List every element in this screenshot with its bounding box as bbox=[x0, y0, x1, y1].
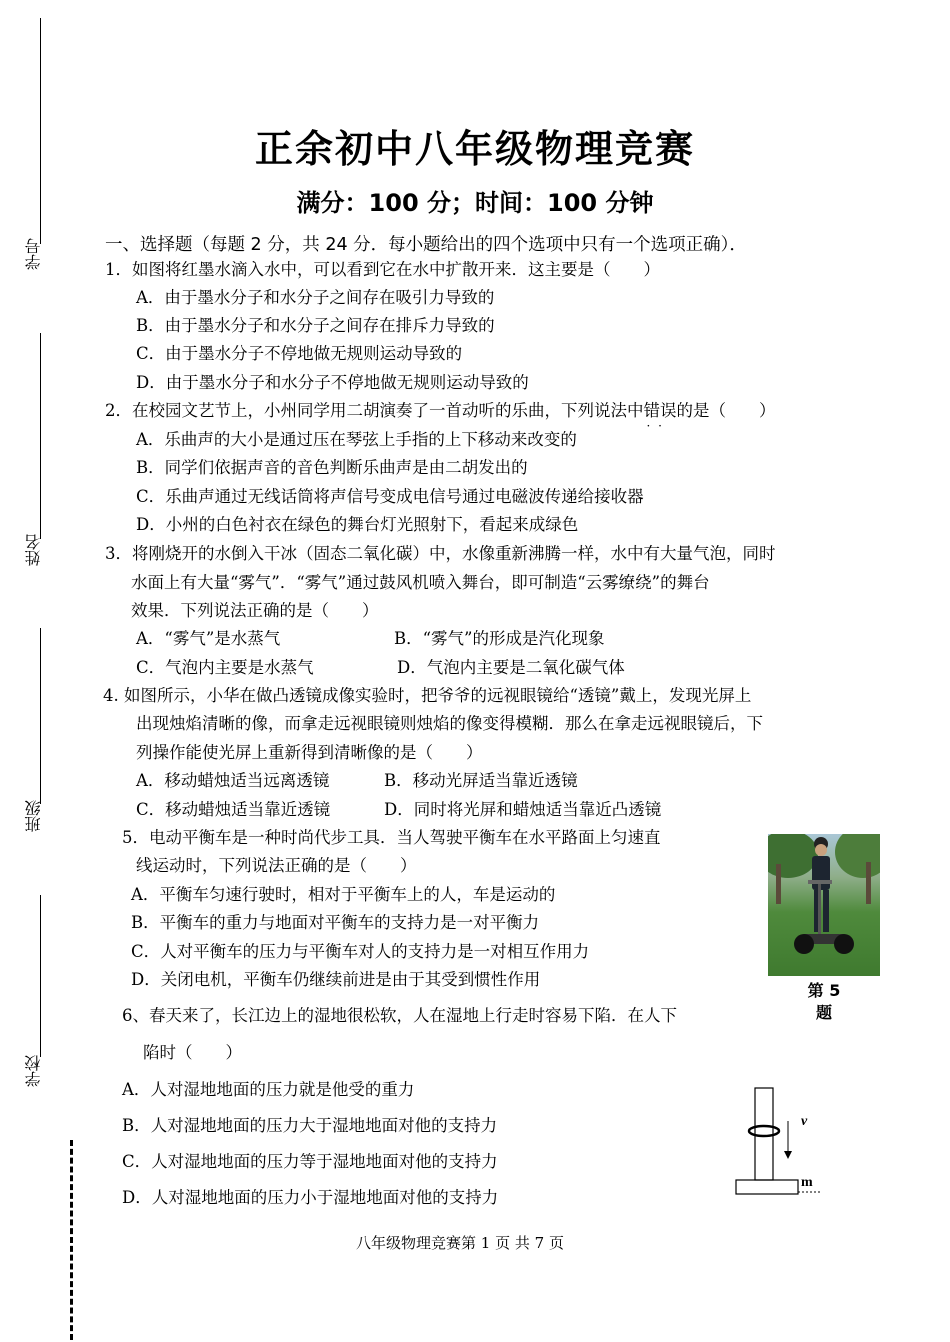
q5-option-a: A．平衡车匀速行驶时，相对于平衡车上的人，车是运动的 bbox=[131, 885, 556, 904]
q5-option-d: D．关闭电机，平衡车仍继续前进是由于其受到惯性作用 bbox=[131, 970, 541, 989]
page-footer: 八年级物理竞赛第 1 页 共 7 页 bbox=[356, 1234, 564, 1252]
q3-stem-line1: 3．将刚烧开的水倒入干冰（固态二氧化碳）中，水像重新沸腾一样，水中有大量气泡，同时 bbox=[105, 544, 776, 563]
q4-option-a: A．移动蜡烛适当远离透镜 bbox=[136, 771, 330, 790]
q5-caption-line2: 题 bbox=[815, 1003, 832, 1022]
q3-stem-line2: 水面上有大量“雾气”．“雾气”通过鼓风机喷入舞台，即可制造“云雾缭绕”的舞台 bbox=[131, 573, 710, 592]
q2-option-a: A．乐曲声的大小是通过压在琴弦上手指的上下移动来改变的 bbox=[136, 430, 577, 449]
class-label: 班级 bbox=[24, 800, 43, 832]
q6-stem-line2: 陷时（ ） bbox=[143, 1043, 242, 1062]
q6-option-b: B．人对湿地地面的压力大于湿地地面对他的支持力 bbox=[122, 1116, 498, 1135]
q2-option-b: B．同学们依据声音的音色判断乐曲声是由二胡发出的 bbox=[136, 458, 528, 477]
q3-stem-line3: 效果．下列说法正确的是（ ） bbox=[131, 601, 379, 620]
q1-option-c: C．由于墨水分子不停地做无规则运动导致的 bbox=[136, 344, 463, 363]
q4-option-b: B．移动光屏适当靠近透镜 bbox=[384, 771, 578, 790]
q3-option-b: B．“雾气”的形成是汽化现象 bbox=[394, 629, 605, 648]
q1-option-a: A．由于墨水分子和水分子之间存在吸引力导致的 bbox=[136, 288, 495, 307]
q4-stem-line3: 列操作能使光屏上重新得到清晰像的是（ ） bbox=[136, 743, 483, 762]
q2-option-d: D．小州的白色衬衣在绿色的舞台灯光照射下，看起来成绿色 bbox=[136, 515, 579, 534]
binding-line-4 bbox=[40, 895, 41, 1057]
q1-option-b: B．由于墨水分子和水分子之间存在排斥力导致的 bbox=[136, 316, 495, 335]
student-number-label: 学号 bbox=[24, 238, 43, 270]
q2-stem-emphasis: 错误 · · bbox=[644, 401, 677, 420]
ring-on-rod-diagram bbox=[728, 1085, 828, 1200]
q2-stem-post: 的是（ ） bbox=[676, 401, 776, 420]
binding-line-3 bbox=[40, 628, 41, 804]
school-label: 学校 bbox=[24, 1055, 43, 1087]
q6-stem-line1: 6、春天来了，长江边上的湿地很松软，人在湿地上行走时容易下陷．在人下 bbox=[122, 1006, 677, 1025]
page-title: 正余初中八年级物理竞赛 bbox=[254, 127, 695, 171]
page-subtitle: 满分：100 分；时间：100 分钟 bbox=[296, 189, 654, 217]
q1-stem: 1．如图将红墨水滴入水中，可以看到它在水中扩散开来．这主要是（ ） bbox=[105, 260, 660, 279]
q3-option-c: C．气泡内主要是水蒸气 bbox=[136, 658, 314, 677]
q5-stem-line2: 线运动时，下列说法正确的是（ ） bbox=[136, 856, 417, 875]
q3-option-a: A．“雾气”是水蒸气 bbox=[136, 629, 281, 648]
q4-stem-line1: 4. 如图所示，小华在做凸透镜成像实验时，把爷爷的远视眼镜给“透镜”戴上，发现光屏上 bbox=[103, 686, 752, 705]
q6-option-d: D．人对湿地地面的压力小于湿地地面对他的支持力 bbox=[122, 1188, 499, 1207]
velocity-label: v bbox=[801, 1114, 808, 1129]
q4-option-c: C．移动蜡烛适当靠近透镜 bbox=[136, 800, 331, 819]
q2-stem-pre: 2．在校园文艺节上，小州同学用二胡演奏了一首动听的乐曲，下列说法中 bbox=[105, 401, 644, 420]
segway-photo bbox=[768, 834, 880, 976]
q4-option-d: D．同时将光屏和蜡烛适当靠近凸透镜 bbox=[384, 800, 662, 819]
binding-line-2 bbox=[40, 333, 41, 539]
q5-caption-line1: 第 5 bbox=[807, 981, 841, 1000]
q5-option-b: B．平衡车的重力与地面对平衡车的支持力是一对平衡力 bbox=[131, 913, 540, 932]
q5-figure-caption bbox=[800, 980, 848, 1024]
q6-option-c: C．人对湿地地面的压力等于湿地地面对他的支持力 bbox=[122, 1152, 498, 1171]
segway-photo-illustration bbox=[768, 834, 880, 976]
q6-option-a: A．人对湿地地面的压力就是他受的重力 bbox=[122, 1080, 415, 1099]
q1-option-d: D．由于墨水分子和水分子不停地做无规则运动导致的 bbox=[136, 373, 529, 392]
q4-stem-line2: 出现烛焰清晰的像，而拿走远视眼镜则烛焰的像变得模糊．那么在拿走远视眼镜后，下 bbox=[136, 714, 763, 733]
mass-label: m bbox=[801, 1175, 813, 1190]
name-label: 姓名 bbox=[24, 534, 43, 566]
section-heading: 一、选择题（每题 2 分，共 24 分．每小题给出的四个选项中只有一个选项正确）． bbox=[105, 235, 747, 255]
q5-stem-line1: 5．电动平衡车是一种时尚代步工具．当人驾驶平衡车在水平路面上匀速直 bbox=[122, 828, 661, 847]
q3-option-d: D．气泡内主要是二氧化碳气体 bbox=[397, 658, 625, 677]
q2-stem bbox=[105, 400, 776, 422]
q2-option-c: C．乐曲声通过无线话筒将声信号变成电信号通过电磁波传递给接收器 bbox=[136, 487, 644, 506]
ring-on-rod-figure bbox=[728, 1085, 828, 1200]
q5-option-c: C．人对平衡车的压力与平衡车对人的支持力是一对相互作用力 bbox=[131, 942, 590, 961]
